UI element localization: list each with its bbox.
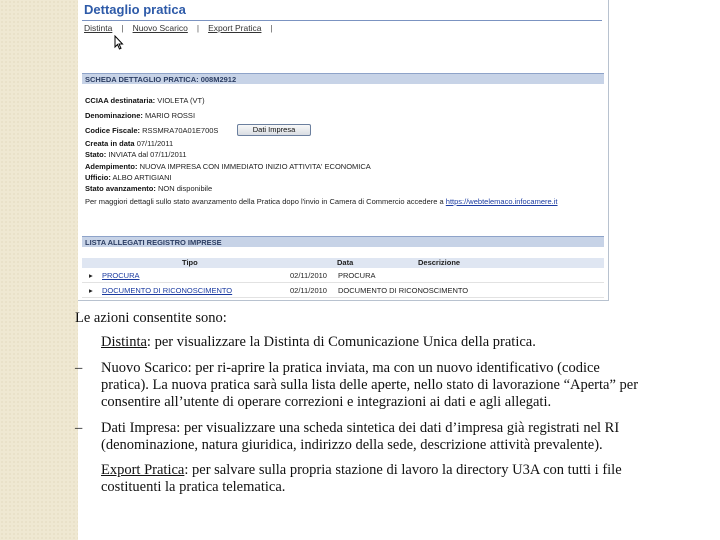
action-nav — [84, 23, 282, 33]
field-stato: Stato: INVIATA dal 07/11/2011 — [85, 150, 187, 159]
help-term: Nuovo Scarico — [101, 360, 188, 376]
scheda-note: Per maggiori dettagli sullo stato avanzamento della Pratica dopo l'invio in Camera di Commercio accedere a https://webtelemaco.infocamere.it — [85, 197, 558, 206]
mouse-cursor-icon — [114, 35, 124, 51]
nav-separator: | — [196, 23, 200, 33]
screenshot-panel — [78, 0, 609, 301]
title-divider — [82, 20, 602, 21]
help-item-nuovo-scarico — [75, 360, 651, 411]
allegato-descrizione: PROCURA — [338, 271, 376, 280]
field-adempimento: Adempimento: NUOVA IMPRESA CON IMMEDIATO INIZIO ATTIVITA' ECONOMICA — [85, 162, 371, 171]
row-arrow-icon: ▸ — [89, 286, 93, 295]
help-description: : per visualizzare la Distinta di Comunicazione Unica della pratica. — [146, 334, 536, 350]
column-header-tipo: Tipo — [182, 258, 198, 267]
field-denominazione: Denominazione: MARIO ROSSI — [85, 111, 196, 120]
help-item-export-pratica — [101, 462, 651, 496]
help-item-dati-impresa — [75, 420, 651, 454]
field-creata: Creata in data 07/11/2011 — [85, 139, 174, 148]
dash-bullet: – — [75, 360, 83, 376]
allegati-table-header — [82, 258, 604, 268]
help-description: : per ri-aprire la pratica inviata, ma con un nuovo identificativo (codice pratica). La nuova pratica sarà sulla lista delle aperte, nello stato di lavorazione “Aperta” per consentire all’utente di operare correzioni e integrazioni ai dati e agli allegati. — [101, 360, 639, 410]
nav-nuovo-scarico-link[interactable]: Nuovo Scarico — [132, 23, 188, 33]
help-item-distinta — [101, 334, 651, 351]
column-header-descrizione: Descrizione — [418, 258, 461, 267]
decorative-side-bar — [0, 0, 78, 540]
table-row — [82, 270, 604, 283]
help-description: : per salvare sulla propria stazione di lavoro la directory U3A con tutti i file costituenti la pratica telematica. — [101, 462, 622, 495]
nav-separator: | — [121, 23, 124, 33]
allegati-section-header: LISTA ALLEGATI REGISTRO IMPRESE — [82, 236, 604, 247]
nav-separator: | — [270, 23, 273, 33]
help-description: : per visualizzare una scheda sintetica dei dati d’impresa già registrati nel RI (denominazione, natura giuridica, indirizzo della sede, descrizione attività prevalente). — [101, 420, 620, 453]
field-cciaa: CCIAA destinataria: VIOLETA (VT) — [85, 96, 205, 105]
table-row — [82, 285, 604, 298]
column-header-data: Data — [337, 258, 354, 267]
webtelemaco-link[interactable]: https://webtelemaco.infocamere.it — [445, 197, 558, 206]
help-term: Export Pratica — [101, 462, 185, 478]
field-stato-avanzamento: Stato avanzamento: NON disponibile — [85, 184, 213, 193]
allegato-link[interactable]: DOCUMENTO DI RICONOSCIMENTO — [102, 286, 233, 295]
help-intro: Le azioni consentite sono: — [75, 310, 227, 326]
dash-bullet: – — [75, 420, 83, 436]
allegato-link[interactable]: PROCURA — [102, 271, 140, 280]
page-title: Dettaglio pratica — [84, 2, 186, 17]
allegato-data: 02/11/2010 — [290, 286, 327, 295]
help-term: Dati Impresa — [101, 420, 177, 436]
field-ufficio: Ufficio: ALBO ARTIGIANI — [85, 173, 172, 182]
allegato-descrizione: DOCUMENTO DI RICONOSCIMENTO — [338, 286, 469, 295]
dati-impresa-button[interactable]: Dati Impresa — [237, 124, 311, 136]
allegato-data: 02/11/2010 — [290, 271, 327, 280]
help-term: Distinta — [101, 334, 147, 350]
nav-distinta-link[interactable]: Distinta — [84, 23, 113, 33]
nav-export-pratica-link[interactable]: Export Pratica — [208, 23, 262, 33]
scheda-section-header: SCHEDA DETTAGLIO PRATICA: 008M2912 — [82, 73, 604, 84]
row-arrow-icon: ▸ — [89, 271, 93, 280]
field-codice-fiscale: Codice Fiscale: RSSMRA70A01E700S — [85, 126, 219, 135]
